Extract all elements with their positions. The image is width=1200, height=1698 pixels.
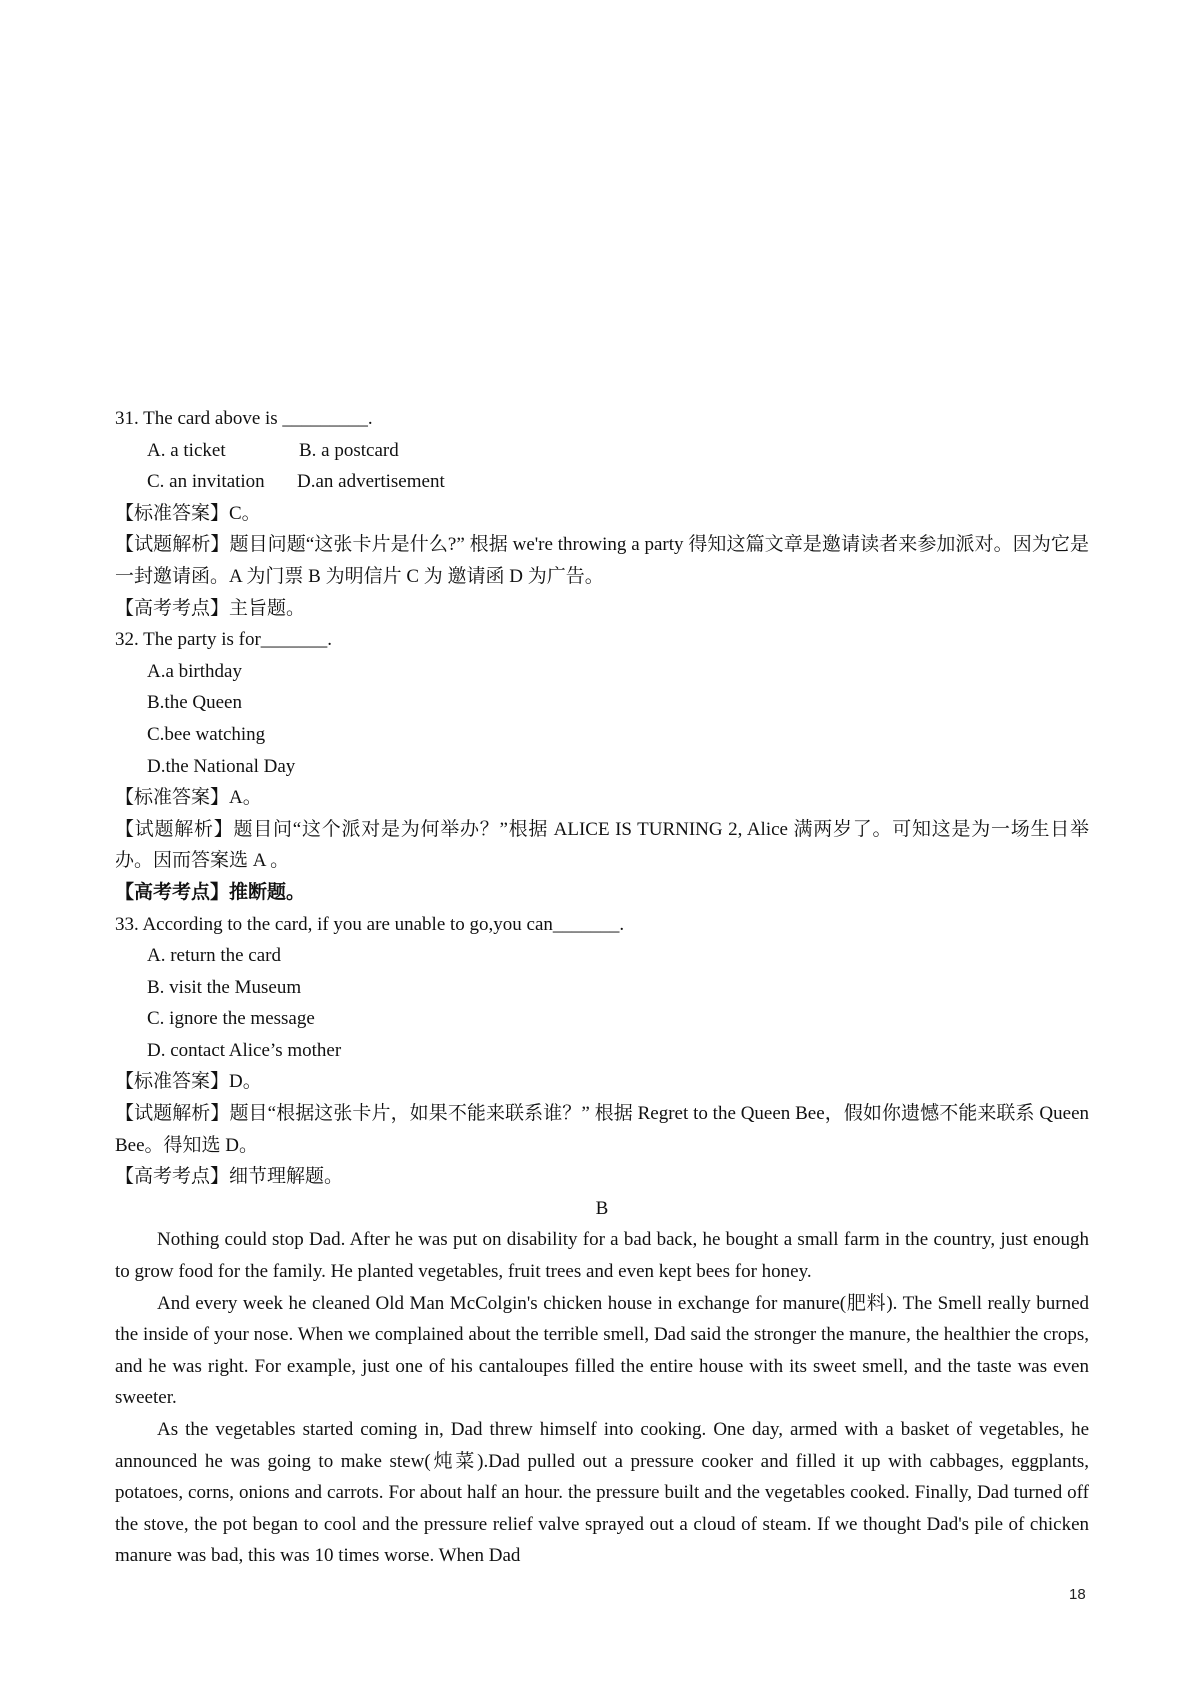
exam-point-31: 【高考考点】主旨题。 (115, 597, 306, 619)
option-31-c: C. an invitation (147, 471, 265, 493)
section-b-heading: B (595, 1197, 609, 1219)
question-31-options-row-1 (115, 435, 1089, 467)
passage-paragraph: And every week he cleaned Old Man McColgin's chicken house in exchange for manure(肥料). The Smell really burned the inside of your nose. When we complained about the terrible smell, Dad said the stronger the manure, the healthier the crops, and he was right. For example, just one of his cantaloupes filled the entire house with its sweet smell, and the taste was even sweeter. (115, 1292, 1089, 1409)
analysis-32: 【试题解析】题目问“这个派对是为何举办？”根据 ALICE IS TURNING 2, Alice 满两岁了。可知这是为一场生日举办。因而答案选 A 。 (115, 818, 1089, 872)
exam-point-33: 【高考考点】细节理解题。 (115, 1166, 344, 1188)
passage-paragraph: As the vegetables started coming in, Dad threw himself into cooking. One day, armed with a basket of vegetables, he announced he was going to make stew(炖菜).Dad pulled out a pressure cooker and filled it up with cabbages, eggplants, potatoes, corns, onions and carrots. For about half an hour. the pressure built and the vegetables cooked. Finally, Dad turned off the stove, the pot began to cool and the pressure relief valve sprayed out a cloud of steam. If we thought Dad's pile of chicken manure was bad, this was 10 times worse. When Dad (115, 1419, 1089, 1567)
question-32: 32. The party is for_______. (115, 629, 333, 651)
option-33-a: A. return the card (147, 945, 281, 967)
question-31: 31. The card above is _________. (115, 408, 373, 429)
option-31-a: A. a ticket (147, 439, 226, 461)
option-33-b: B. visit the Museum (147, 976, 302, 998)
question-33: 33. According to the card, if you are unable to go,you can_______. (115, 913, 625, 935)
answer-33: 【标准答案】D。 (115, 1071, 262, 1093)
option-33-d: D. contact Alice’s mother (147, 1039, 342, 1061)
option-32-a: A.a birthday (147, 660, 242, 682)
option-32-b: B.the Queen (147, 692, 242, 714)
option-33-c: C. ignore the message (147, 1008, 315, 1030)
analysis-33: 【试题解析】题目“根据这张卡片，如果不能来联系谁？” 根据 Regret to the Queen Bee，假如你遗憾不能来联系 Queen Bee。得知选 D。 (115, 1103, 1089, 1156)
option-32-c: C.bee watching (147, 723, 266, 745)
option-31-b: B. a postcard (299, 439, 399, 461)
exam-point-32: 【高考考点】推断题。 (115, 881, 306, 903)
answer-31: 【标准答案】C。 (115, 502, 261, 524)
question-31-options-row-2 (115, 466, 1089, 498)
option-32-d: D.the National Day (147, 755, 296, 777)
passage-paragraph: Nothing could stop Dad. After he was put on disability for a bad back, he bought a small farm in the country, just enough to grow food for the family. He planted vegetables, fruit trees and even kept bees for honey. (115, 1229, 1089, 1283)
document-body (115, 403, 1089, 1572)
analysis-31: 【试题解析】题目问题“这张卡片是什么?” 根据 we're throwing a party 得知这篇文章是邀请读者来参加派对。因为它是一封邀请函。A 为门票 B 为明信片 C 为 邀请函 D 为广告。 (115, 534, 1089, 587)
answer-32: 【标准答案】A。 (115, 787, 262, 809)
option-31-d: D.an advertisement (297, 471, 445, 493)
page-number: 18 (1069, 1586, 1086, 1603)
